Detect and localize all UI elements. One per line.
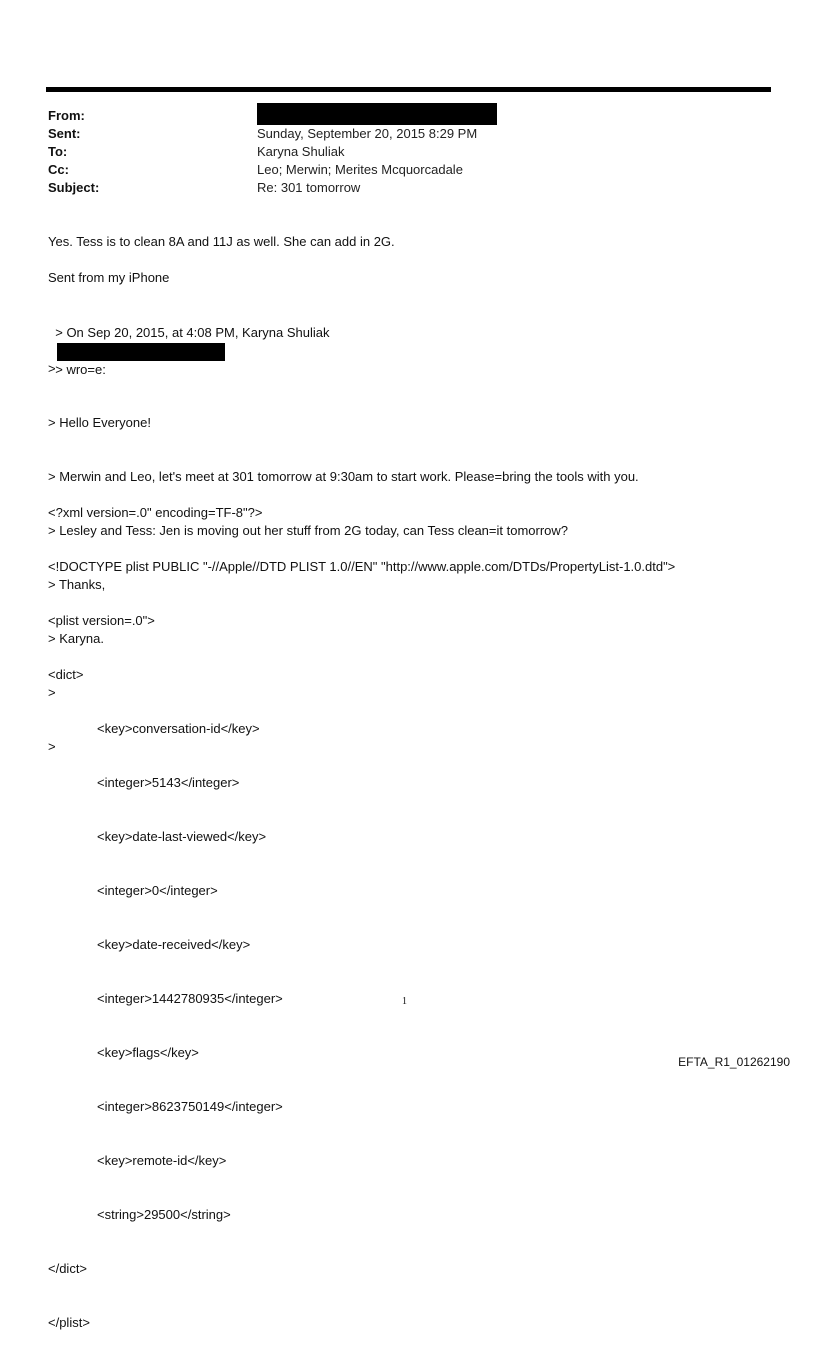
plist-line: <dict> xyxy=(48,667,84,682)
cc-label: Cc: xyxy=(48,162,69,177)
quoted-line: > Lesley and Tess: Jen is moving out her stuff from 2G today, can Tess clean=it tomorrow? xyxy=(48,523,569,538)
plist-dict-line: <key>flags</key> xyxy=(97,1045,199,1060)
document-id: EFTA_R1_01262190 xyxy=(678,1055,790,1069)
quoted-line: > xyxy=(48,361,56,376)
from-redaction xyxy=(257,103,497,125)
subject-value: Re: 301 tomorrow xyxy=(257,180,361,195)
plist-block xyxy=(48,468,675,1350)
to-label: To: xyxy=(48,144,68,159)
plist-close-line: </plist> xyxy=(48,1315,90,1330)
quoted-line: > Karyna. xyxy=(48,631,105,646)
signature: Sent from my iPhone xyxy=(48,270,170,285)
plist-dict-line: <string>29500</string> xyxy=(97,1207,231,1222)
quoted-line: > Merwin and Leo, let's meet at 301 tomorrow at 9:30am to start work. Please=bring the tools with you. xyxy=(48,469,639,484)
sent-row xyxy=(48,125,748,143)
plist-dict-line: <integer>0</integer> xyxy=(97,883,218,898)
plist-dict-line: <key>remote-id</key> xyxy=(97,1153,227,1168)
plist-line: <?xml version=.0" encoding=TF-8"?> xyxy=(48,505,263,520)
quoted-line: > Hello Everyone! xyxy=(48,415,151,430)
quoted-line: > xyxy=(48,739,56,754)
plist-dict-line: <integer>1442780935</integer> xyxy=(97,991,283,1006)
plist-dict-line: <integer>5143</integer> xyxy=(97,775,240,790)
sent-value: Sunday, September 20, 2015 8:29 PM xyxy=(257,126,478,141)
to-row xyxy=(48,143,748,161)
plist-dict-line: <integer>8623750149</integer> xyxy=(97,1099,283,1114)
page-number: 1 xyxy=(402,996,407,1007)
cc-value: Leo; Merwin; Merites Mcquorcadale xyxy=(257,162,463,177)
subject-label: Subject: xyxy=(48,180,100,195)
quote-intro-before: > On Sep 20, 2015, at 4:08 PM, Karyna Shuliak xyxy=(55,325,330,340)
sent-label: Sent: xyxy=(48,126,81,141)
plist-dict-line: <key>date-last-viewed</key> xyxy=(97,829,267,844)
header-rule xyxy=(46,87,771,92)
subject-row xyxy=(48,179,748,197)
reply-text: Yes. Tess is to clean 8A and 11J as well. She can add in 2G. xyxy=(48,234,395,249)
quoted-line: > Thanks, xyxy=(48,577,106,592)
plist-line: <plist version=.0"> xyxy=(48,613,155,628)
quoted-line: > xyxy=(48,685,56,700)
to-value: Karyna Shuliak xyxy=(257,144,345,159)
plist-close-line: </dict> xyxy=(48,1261,88,1276)
from-row xyxy=(48,107,748,125)
plist-dict-line: <key>date-received</key> xyxy=(97,937,251,952)
plist-line: <!DOCTYPE plist PUBLIC "-//Apple//DTD PLIST 1.0//EN" "http://www.apple.com/DTDs/PropertyList-1.0.dtd"> xyxy=(48,559,676,574)
from-label: From: xyxy=(48,108,85,123)
quote-intro-after: > wro=e: xyxy=(55,361,106,377)
cc-row xyxy=(48,161,748,179)
plist-dict-line: <key>conversation-id</key> xyxy=(97,721,260,736)
